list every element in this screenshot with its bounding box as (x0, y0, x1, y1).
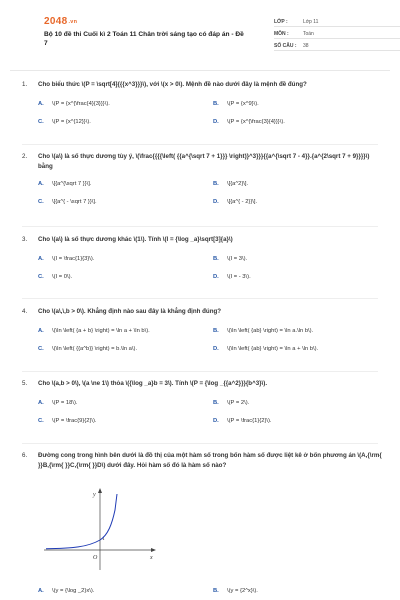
meta-label: SỐ CÂU : (274, 42, 297, 49)
meta-row-count (274, 39, 400, 51)
option-text: \(P = {x^{\frac{3}{4}}}\). (227, 119, 285, 125)
question-3 (22, 235, 382, 282)
question-number: 3. (22, 236, 28, 243)
site-logo[interactable] (44, 16, 77, 27)
question-4 (22, 307, 382, 354)
meta-value: 38 (303, 42, 309, 49)
options (38, 100, 382, 127)
option-letter: C. (38, 418, 44, 424)
question-text: Cho \(a\) là số thực dương khác \(1\). Tính \(I = {\log _a}\sqrt[3]{a}\) (38, 236, 233, 243)
meta-row-class (274, 15, 400, 27)
option-letter: C. (38, 199, 44, 205)
question-text: Cho biểu thức \(P = \sqrt[4]{{{x^3}}}\), với \(x > 0\). Mệnh đề nào dưới đây là mệnh đề đúng? (38, 81, 307, 88)
question-separator (22, 371, 378, 372)
option-c[interactable] (38, 118, 213, 127)
option-letter: D. (213, 418, 219, 424)
options (38, 399, 382, 426)
option-c[interactable] (38, 417, 213, 426)
option-letter: A. (38, 588, 44, 594)
option-b[interactable] (213, 399, 388, 408)
option-text: \(P = \frac{1}{2}\). (227, 418, 272, 424)
meta-row-subject (274, 27, 400, 39)
option-letter: B. (213, 181, 219, 187)
option-letter: B. (213, 588, 219, 594)
option-letter: D. (213, 274, 219, 280)
tick-label-1: 1 (102, 536, 105, 542)
option-b[interactable] (213, 180, 388, 189)
question-number: 2. (22, 153, 28, 160)
question-2 (22, 152, 382, 207)
option-letter: C. (38, 119, 44, 125)
option-letter: A. (38, 256, 44, 262)
exam-meta (274, 15, 400, 51)
option-d[interactable] (213, 198, 388, 207)
option-text: \(P = \frac{9}{2}\). (52, 418, 97, 424)
question-stem (22, 152, 382, 172)
option-letter: B. (213, 328, 219, 334)
option-text: \[{a^{ - 2}}\]. (227, 199, 258, 205)
x-axis-label: x (150, 555, 153, 561)
option-c[interactable] (38, 273, 213, 282)
question-text: Cho \(a\,\,b > 0\). Khẳng định nào sau đây là khẳng định đúng? (38, 308, 222, 315)
header-divider (10, 70, 390, 71)
question-1 (22, 80, 382, 127)
question-text: Cho \(a\) là số thực dương tùy ý, \(\frac{{{{\left( {{a^{\sqrt 7 + 1}}} \right)}^3}}}{{a^{\sqrt 7 - 4}}.{a^{2\sqrt 7 + 9}}}}\) bằng (38, 153, 370, 170)
question-stem (22, 80, 382, 90)
question-number: 6. (22, 452, 28, 459)
option-a[interactable] (38, 587, 213, 596)
y-axis-arrow-icon (98, 488, 102, 493)
option-c[interactable] (38, 345, 213, 354)
question-separator (22, 443, 378, 444)
option-text: \(P = 18\). (52, 400, 78, 406)
option-letter: B. (213, 400, 219, 406)
meta-label: MÔN : (274, 30, 289, 37)
option-a[interactable] (38, 100, 213, 109)
option-text: \(I = 0\). (52, 274, 73, 280)
options (38, 587, 382, 596)
option-letter: A. (38, 328, 44, 334)
option-text: \(\ln \left( {ab} \right) = \ln a.\ln b\). (227, 328, 314, 334)
question-stem (22, 451, 382, 471)
y-axis-label: y (93, 492, 96, 498)
option-d[interactable] (213, 345, 388, 354)
option-letter: A. (38, 101, 44, 107)
option-b[interactable] (213, 100, 388, 109)
option-d[interactable] (213, 118, 388, 127)
option-b[interactable] (213, 327, 388, 336)
option-a[interactable] (38, 255, 213, 264)
options (38, 327, 382, 354)
origin-label: O (93, 555, 98, 561)
option-letter: C. (38, 346, 44, 352)
question-number: 1. (22, 81, 28, 88)
option-letter: B. (213, 256, 219, 262)
option-text: \(\ln \left( {a + b} \right) = \ln a + \ln b\). (52, 328, 150, 334)
option-letter: A. (38, 400, 44, 406)
question-separator (22, 144, 378, 145)
option-text: \(\ln \left( {ab} \right) = \ln a + \ln b\). (227, 346, 319, 352)
option-text: \[{a^{ - \sqrt 7 }}\]. (52, 199, 97, 205)
question-separator (22, 298, 378, 299)
logo-text: 2048 (44, 16, 68, 27)
option-a[interactable] (38, 399, 213, 408)
option-letter: C. (38, 274, 44, 280)
option-b[interactable] (213, 255, 388, 264)
meta-label: LỚP : (274, 18, 288, 25)
header (22, 0, 378, 62)
option-d[interactable] (213, 273, 388, 282)
option-text: \(I = \frac{1}{3}\). (52, 256, 95, 262)
option-b[interactable] (213, 587, 388, 596)
question-number: 4. (22, 308, 28, 315)
question-stem (22, 307, 382, 317)
option-a[interactable] (38, 180, 213, 189)
meta-value: Lớp 11 (303, 18, 319, 25)
question-separator (22, 226, 378, 227)
option-letter: D. (213, 346, 219, 352)
option-text: \(P = {x^{12}}\). (52, 119, 91, 125)
option-c[interactable] (38, 198, 213, 207)
x-axis-arrow-icon (151, 548, 156, 552)
question-number: 5. (22, 380, 28, 387)
option-d[interactable] (213, 417, 388, 426)
option-text: \[{a^{\sqrt 7 }}\]. (52, 181, 92, 187)
question-stem (22, 235, 382, 245)
question-6 (22, 451, 382, 471)
question-text: Đường cong trong hình bên dưới là đồ thị của một hàm số trong bốn hàm số được liệt kê ở bốn phương án \(A,{\rm{ }}B,{\rm{ }}C,{\rm{ }}D\) dưới đây. Hỏi hàm số đó là hàm số nào? (38, 452, 382, 469)
question-stem (22, 379, 382, 389)
logo-suffix: .vn (68, 19, 78, 25)
question-5 (22, 379, 382, 426)
option-text: \(y = {\log _2}x\). (52, 588, 95, 594)
option-text: \(P = {x^{\frac{4}{3}}}\). (52, 101, 110, 107)
option-letter: B. (213, 101, 219, 107)
option-text: \(P = {x^9}\). (227, 101, 259, 107)
option-text: \(I = - 3\). (227, 274, 251, 280)
option-letter: D. (213, 119, 219, 125)
option-letter: A. (38, 181, 44, 187)
options (38, 180, 382, 207)
function-graph (42, 482, 160, 574)
option-a[interactable] (38, 327, 213, 336)
question-6-options (22, 587, 382, 596)
options (38, 255, 382, 282)
option-text: \(y = {2^x}\). (227, 588, 258, 594)
option-text: \(P = 2\). (227, 400, 250, 406)
exponential-curve (46, 494, 117, 549)
option-text: \(\ln \left( {{a^b}} \right) = b.\ln a\). (52, 346, 138, 352)
option-letter: D. (213, 199, 219, 205)
exam-title: Bộ 10 đề thi Cuối kì 2 Toán 11 Chân trời sáng tạo có đáp án - Đề 7 (44, 31, 244, 47)
meta-value: Toán (303, 30, 314, 37)
option-text: \[{a^2}\]. (227, 181, 249, 187)
question-text: Cho \(a,b > 0\), \(a \ne 1\) thỏa \({\log _a}b = 3\). Tính \(P = {\log _{{a^2}}}{b^3}\). (38, 380, 268, 387)
option-text: \(I = 3\). (227, 256, 248, 262)
